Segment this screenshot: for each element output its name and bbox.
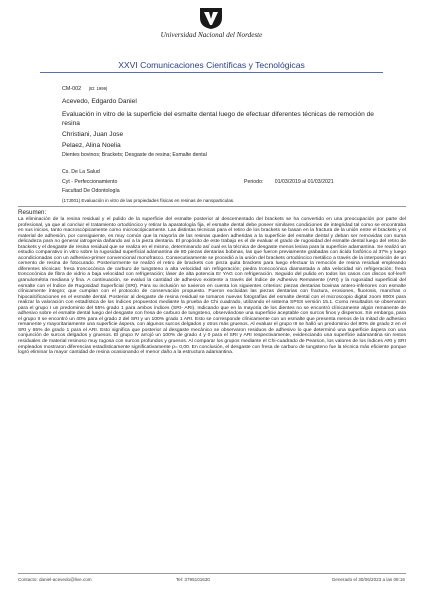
footer-generated: Generado el 30/06/2023 a las 08:16 [331, 577, 405, 582]
footer-email: Contacto: daniel-acevedo@live.com [18, 577, 92, 582]
proyecto-value: (17J001) Evaluación in vitro de las propiedades físicas en resinas de nanoparticulas. [62, 198, 235, 203]
autor-value: Acevedo, Edgardo Daniel [62, 98, 137, 105]
footer-tel: Tel: 3795101630 [176, 577, 210, 582]
resumen-label: Resumen: [18, 209, 47, 216]
university-seal-icon [198, 6, 224, 30]
tipo-value: Cyt - Perfeccionamiento [62, 179, 118, 185]
palabras-value: Dientes bovinos; Brackets; Desgaste de resina; Esmalte dental [62, 152, 207, 158]
meta-divider [18, 206, 406, 207]
lugar-value: Facultad De Odontología [62, 188, 120, 194]
orden-code: CM-002 [62, 86, 82, 92]
conference-title: XXVI Comunicaciones Científicas y Tecnológicas [118, 60, 305, 70]
orden-id: (ID: 1999) [88, 86, 108, 91]
titulo-value: Evaluación in vitro de la superficie del esmalte dental luego de efectuar diferentes técnicas de remoción de resina [62, 111, 374, 127]
periodo-label: Periodo: [244, 179, 264, 185]
periodo-value: 01/03/2019 al 01/03/2021 [274, 179, 334, 185]
title-divider [40, 72, 383, 73]
university-name: Universidad Nacional del Nordeste [160, 31, 263, 39]
area-value: Cs. De La Salud [62, 169, 100, 175]
periodo-row [244, 179, 334, 186]
orden-value [62, 85, 392, 93]
footer-divider [18, 573, 406, 574]
codirector-value: Pelaez, Alina Noelia [62, 142, 121, 149]
resumen-text: La eliminación de la resina residual y el pulido de la superficie del esmalte posterior al descementado del brackets se ha convertido en una preocupación por parte del profesional, ya que al concluir el tratamiento ortodóncico y retirar la aparatología fija, el esmalte dental debe poseer similares condiciones de integridad tal como se encontraba en sus inicios, tanto macroscópicamente como microscópicamente. Las distintas técnicas para el retiro de los brackets se basan en la fractura de la unión entre el brackets y el material de adhesión, por consiguiente, es muy común que la mayoría de las resinas queden adheridas a la superficie del esmalte dental y deban ser removidas con suma delicadeza para no generar iatrogenia dañando así a la pieza dentaria. El propósito de este trabajo es el de evaluar el grado de rugosidad del esmalte dental luego del retiro de brackets y el desgaste de resina residual que se realiza en el mismo, determinando así cual es la técnica de desgaste menos lesiva para la superficie adamantina. Se realizó un estudio comparativo in vitro sobre la rugosidad superficial adamantina de 80 piezas dentarias bobinas, las que fueron previamente grabadas con ácido fosfórico al 37% y luego acondicionadas con un adhesivo-primer convencional monofrasco. Consecutivamente se procedió a la unión del brackets ortodóncico metálico a través de la interposición de un cemento de resina de fotocurado. Posteriormente se realizó el retiro de brackets con pinza quita brackets para luego efectuar la remoción de resina residual empleando diferentes técnicas: fresa troncocónica de carburo de tungsteno a alta velocidad sin refrigeración; piedra troncocónica diamantada a alta velocidad sin refrigeración; fresa troncocónica de fibra de vidrio a baja velocidad con refrigeración; láser de alta potencia Er YAG con refrigeración. Seguido del pulido en todos los casos con discos sof-lex® granulométria mediana y fina. A continuación, se evaluó la cantidad de adhesivo existente a través del Índice de Adhesivo Remanente (ARI) y la rugosidad superficial del esmalte con el Índice de Rugosidad Superficial (SRI). Para su inclusión se tuvieron en cuenta los siguientes criterios: piezas dentarias bovinas antero-inferiores con esmalte clínicamente íntegro; que cumplan con el protocolo de conservación propuesto. Fueron excluidas las piezas dentarias con fractura, erosiones, fluorosis, manchas o hipocalcificaciones en el esmalte dental. Posterior al desgaste de resina residual se tomaron nuevas fotografías del esmalte dental con el microscopio digital zoom 800X para realizar la valoración con estadística de los índices propuestos mediante la prueba de Chi cuadrado, utilizando el sistema SPSS versión 15.1. Como resultados se observaron para el grupo I un predominio del 55% grado 1 para ambos índices (SRI- ARI). Indicando que en la mayoría de los dientes no se encontró clínicamente algún remanente de adhesivo sobre el esmalte dental luego del desgaste con fresa de carburo de tungsteno, observándose una superficie aceptable con surcos finos y dispersos. Sin embargo, para el grupo II se encontró un 40% para el grado 2 del SRI y un 100% grado 1 ARI. Esto se corresponde clínicamente con un esmalte que presenta menos de la mitad de adhesivo remanente y mayoritariamente una superficie áspera, con algunos surcos delgados y otros más gruesos. Al evaluar el grupo III se halló un predominio del 80% de grado 2 en el SRI y 65% de grado 1 para el ARI. Esto significa que posterior al desgaste mecánico se observaron residuos de adhesivo lo que determinó una superficie áspera con una conjunción de surcos delgados y gruesos. El grupo IV arrojó un 100% de grado 4 y 0 para el SRI y ARI respectivamente, evidenciando una superficie adamantina sin restos residuales de material resinoso muy rugosa con surcos profundos y gruesos. Al comparar los grupos mediante el Chi-cuadrado de Pearson, los valores de los índices ARI y SRI empleados mostraron diferencias estadísticamente significativamente p= 0,00. En conclusión, el desgaste con fresa de carburo de tungsteno fue la técnica más eficiente porque logró eliminar la mayor cantidad de resina ocasionando el menor daño a la estructura adamantina. [18, 217, 406, 356]
director-value: Christiani, Juan Jose [62, 131, 124, 138]
